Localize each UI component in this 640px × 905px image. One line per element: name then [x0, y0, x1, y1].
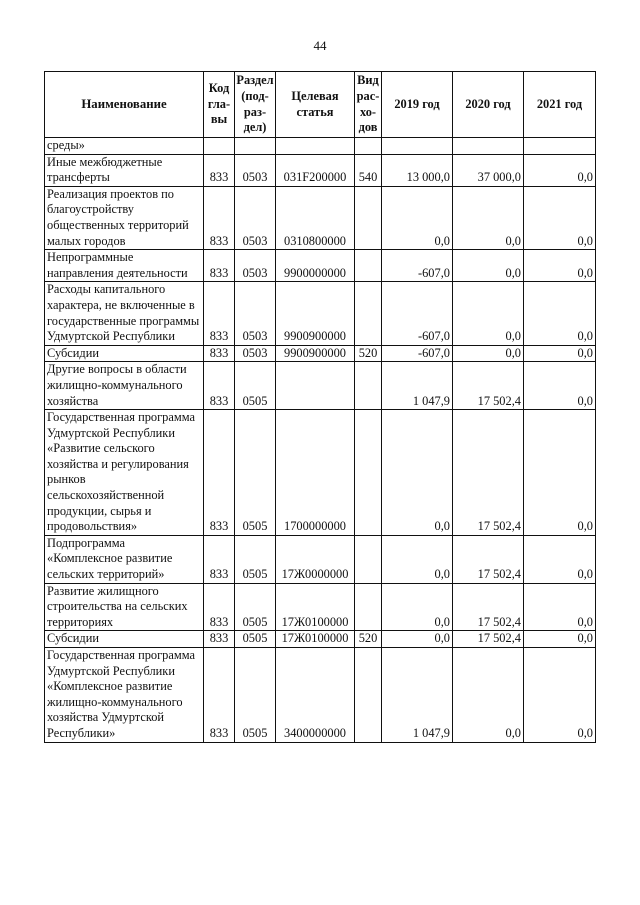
cell-expense-type [355, 250, 382, 282]
table-row [45, 138, 596, 155]
cell-target: 17Ж0100000 [276, 631, 355, 648]
cell-name: Реализация проектов по благоустройству общественных территорий малых городов [45, 186, 204, 249]
cell-2021: 0,0 [524, 154, 596, 186]
cell-name: Подпрограмма «Комплексное развитие сельских территорий» [45, 535, 204, 583]
cell-target: 031F200000 [276, 154, 355, 186]
cell-expense-type: 520 [355, 631, 382, 648]
table-row [45, 583, 596, 631]
cell-expense-type [355, 186, 382, 249]
cell-code: 833 [204, 648, 235, 743]
header-2020: 2020 год [453, 72, 524, 138]
cell-section [235, 138, 276, 155]
cell-2019: 1 047,9 [382, 648, 453, 743]
cell-target: 17Ж0100000 [276, 583, 355, 631]
cell-target: 0310800000 [276, 186, 355, 249]
cell-section: 0505 [235, 583, 276, 631]
cell-2019: -607,0 [382, 282, 453, 345]
budget-table [44, 71, 596, 743]
cell-name: Государственная программа Удмуртской Республики «Комплексное развитие жилищно-коммунального хозяйства Удмуртской Республики» [45, 648, 204, 743]
table-row [45, 345, 596, 362]
cell-section: 0505 [235, 362, 276, 410]
table-row [45, 154, 596, 186]
cell-2020 [453, 138, 524, 155]
cell-expense-type [355, 362, 382, 410]
cell-name: Субсидии [45, 345, 204, 362]
cell-2020: 37 000,0 [453, 154, 524, 186]
cell-name: Субсидии [45, 631, 204, 648]
table-body [45, 138, 596, 743]
cell-expense-type [355, 583, 382, 631]
table-row [45, 362, 596, 410]
table-row [45, 250, 596, 282]
cell-expense-type [355, 138, 382, 155]
cell-2020: 17 502,4 [453, 362, 524, 410]
cell-2019 [382, 138, 453, 155]
table-row [45, 410, 596, 536]
header-name: Наименование [45, 72, 204, 138]
cell-target: 3400000000 [276, 648, 355, 743]
cell-target [276, 138, 355, 155]
cell-name: Иные межбюджетные трансферты [45, 154, 204, 186]
cell-2021: 0,0 [524, 583, 596, 631]
cell-section: 0503 [235, 154, 276, 186]
cell-2019: 0,0 [382, 410, 453, 536]
cell-target: 9900900000 [276, 345, 355, 362]
cell-2021: 0,0 [524, 410, 596, 536]
cell-code: 833 [204, 250, 235, 282]
cell-expense-type [355, 410, 382, 536]
cell-2020: 0,0 [453, 250, 524, 282]
header-target: Целевая статья [276, 72, 355, 138]
cell-code: 833 [204, 535, 235, 583]
cell-2019: 1 047,9 [382, 362, 453, 410]
cell-2019: 13 000,0 [382, 154, 453, 186]
cell-2021: 0,0 [524, 535, 596, 583]
cell-section: 0505 [235, 535, 276, 583]
cell-2020: 17 502,4 [453, 583, 524, 631]
cell-2020: 17 502,4 [453, 631, 524, 648]
cell-2021: 0,0 [524, 362, 596, 410]
cell-2021 [524, 138, 596, 155]
cell-target: 17Ж0000000 [276, 535, 355, 583]
cell-code: 833 [204, 362, 235, 410]
header-code: Код гла-вы [204, 72, 235, 138]
cell-target: 9900900000 [276, 282, 355, 345]
cell-2019: -607,0 [382, 345, 453, 362]
cell-section: 0503 [235, 345, 276, 362]
cell-code: 833 [204, 410, 235, 536]
cell-name: среды» [45, 138, 204, 155]
cell-code: 833 [204, 583, 235, 631]
cell-2019: 0,0 [382, 535, 453, 583]
cell-2020: 0,0 [453, 186, 524, 249]
table-row [45, 535, 596, 583]
cell-2019: 0,0 [382, 583, 453, 631]
cell-expense-type: 520 [355, 345, 382, 362]
page-number: 44 [313, 38, 327, 53]
cell-2021: 0,0 [524, 345, 596, 362]
table-row [45, 631, 596, 648]
header-section: Раздел (под-раз-дел) [235, 72, 276, 138]
cell-code [204, 138, 235, 155]
cell-name: Развитие жилищного строительства на сельских территориях [45, 583, 204, 631]
cell-section: 0505 [235, 410, 276, 536]
cell-2021: 0,0 [524, 186, 596, 249]
cell-2019: 0,0 [382, 631, 453, 648]
cell-name: Непрограммные направления деятельности [45, 250, 204, 282]
cell-2019: -607,0 [382, 250, 453, 282]
cell-2020: 17 502,4 [453, 535, 524, 583]
cell-2021: 0,0 [524, 282, 596, 345]
cell-expense-type [355, 648, 382, 743]
cell-target: 1700000000 [276, 410, 355, 536]
cell-2020: 0,0 [453, 345, 524, 362]
cell-2019: 0,0 [382, 186, 453, 249]
cell-section: 0503 [235, 250, 276, 282]
cell-2021: 0,0 [524, 631, 596, 648]
cell-2021: 0,0 [524, 648, 596, 743]
cell-code: 833 [204, 154, 235, 186]
table-row [45, 648, 596, 743]
cell-2020: 0,0 [453, 648, 524, 743]
cell-target [276, 362, 355, 410]
cell-section: 0505 [235, 631, 276, 648]
cell-2021: 0,0 [524, 250, 596, 282]
table-row [45, 282, 596, 345]
header-2021: 2021 год [524, 72, 596, 138]
cell-target: 9900000000 [276, 250, 355, 282]
cell-expense-type: 540 [355, 154, 382, 186]
cell-code: 833 [204, 345, 235, 362]
cell-code: 833 [204, 186, 235, 249]
cell-code: 833 [204, 282, 235, 345]
header-expense-type: Вид рас-хо-дов [355, 72, 382, 138]
cell-section: 0505 [235, 648, 276, 743]
cell-expense-type [355, 282, 382, 345]
cell-name: Другие вопросы в области жилищно-коммунального хозяйства [45, 362, 204, 410]
header-row [45, 72, 596, 138]
table-row [45, 186, 596, 249]
cell-name: Государственная программа Удмуртской Республики «Развитие сельского хозяйства и регулирования рынков сельскохозяйственной продукции, сырья и продовольствия» [45, 410, 204, 536]
cell-code: 833 [204, 631, 235, 648]
cell-section: 0503 [235, 282, 276, 345]
cell-2020: 0,0 [453, 282, 524, 345]
cell-section: 0503 [235, 186, 276, 249]
cell-2020: 17 502,4 [453, 410, 524, 536]
header-2019: 2019 год [382, 72, 453, 138]
cell-name: Расходы капитального характера, не включенные в государственные программы Удмуртской Республики [45, 282, 204, 345]
cell-expense-type [355, 535, 382, 583]
